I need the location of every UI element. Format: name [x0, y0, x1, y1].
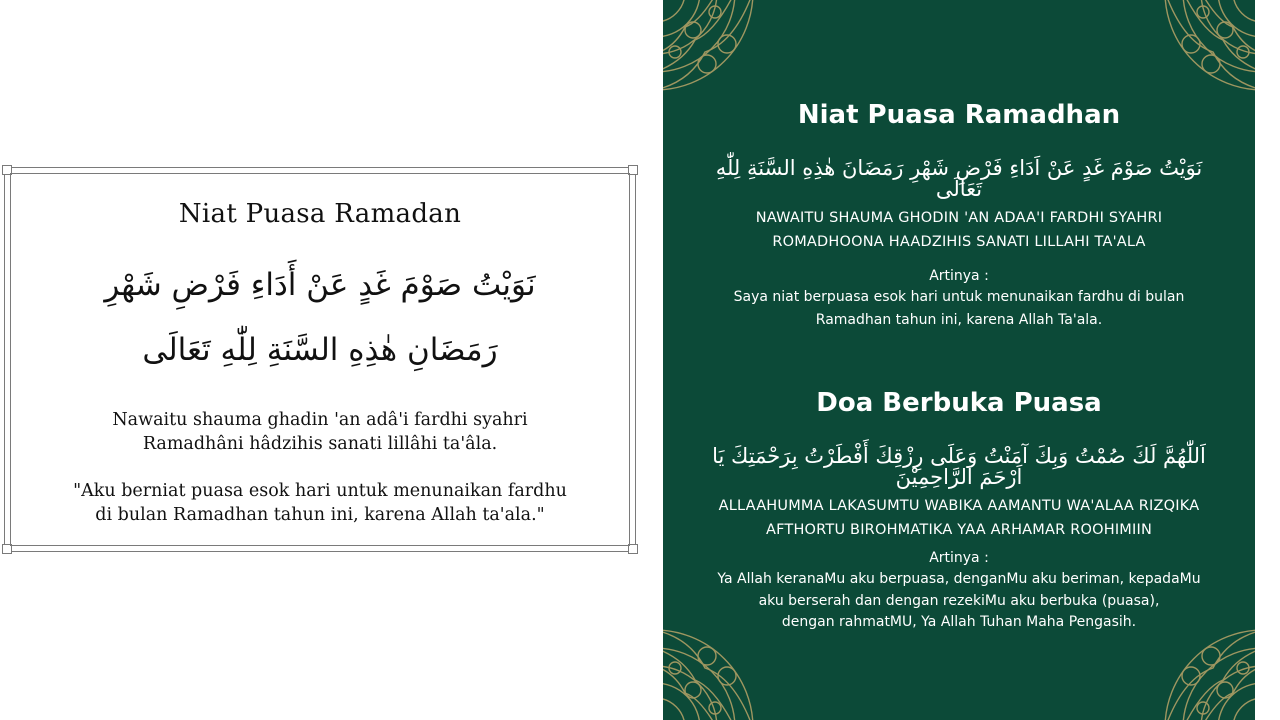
doa-artinya-label: Artinya :	[929, 550, 989, 566]
mandala-ornament-icon	[1153, 0, 1255, 102]
niat-arabic-text: نَوَيْتُ صَوْمَ غَدٍ عَنْ اَدَاءِ فَرْضِ شَهْرِ رَمَضَانَ هٰذِهِ السَّنَةِ لِلّٰهِ تَعَالَى	[715, 156, 1203, 201]
transliteration-line-2: Ramadhâni hâdzihis sanati lillâhi ta'âla.	[142, 434, 498, 454]
doa-meaning-line-3: dengan rahmatMU, Ya Allah Tuhan Maha Pengasih.	[781, 614, 1137, 630]
niat-heading: Niat Puasa Ramadhan	[797, 100, 1121, 130]
niat-artinya-label: Artinya :	[929, 268, 989, 284]
mandala-ornament-icon	[663, 618, 765, 720]
ramadhan-poster	[663, 0, 1255, 720]
mandala-ornament-icon	[1153, 618, 1255, 720]
doa-latin-line-2: AFTHORTU BIROHMATIKA YAA ARHAMAR ROOHIMIIN	[765, 522, 1153, 538]
doa-heading: Doa Berbuka Puasa	[816, 388, 1102, 418]
arabic-text-line-2: رَمَضَانِ هٰذِهِ السَّنَةِ لِلّٰهِ تَعَالَى	[142, 332, 498, 368]
arabic-text-line-1: نَوَيْتُ صَوْمَ غَدٍ عَنْ أَدَاءِ فَرْضِ شَهْرِ	[104, 267, 536, 303]
niat-latin-line-1: NAWAITU SHAUMA GHODIN 'AN ADAA'I FARDHI SYAHRI	[755, 210, 1163, 226]
niat-meaning-line-2: Ramadhan tahun ini, karena Allah Ta'ala.	[815, 312, 1103, 328]
niat-puasa-card	[4, 167, 636, 552]
doa-arabic-text: اَللّٰهُمَّ لَكَ صُمْتُ وَبِكَ آمَنْتُ وَعَلَى رِزْقِكَ أَفْطَرْتُ بِرَحْمَتِكَ يَا اَرْحَمَ الرَّاحِمِيْنَ	[712, 444, 1206, 489]
doa-meaning-line-2: aku berserah dan dengan rezekiMu aku berbuka (puasa),	[758, 593, 1160, 609]
niat-latin-line-2: ROMADHOONA HAADZIHIS SANATI LILLAHI TA'ALA	[772, 234, 1146, 250]
card-title: Niat Puasa Ramadan	[178, 199, 462, 229]
meaning-line-2: di bulan Ramadhan tahun ini, karena Allah ta'ala."	[95, 505, 545, 525]
transliteration-line-1: Nawaitu shauma ghadin 'an adâ'i fardhi syahri	[112, 410, 528, 430]
doa-latin-line-1: ALLAAHUMMA LAKASUMTU WABIKA AAMANTU WA'ALAA RIZQIKA	[718, 498, 1200, 514]
mandala-ornament-icon	[663, 0, 765, 102]
meaning-line-1: "Aku berniat puasa esok hari untuk menunaikan fardhu	[73, 481, 567, 501]
doa-meaning-line-1: Ya Allah keranaMu aku berpuasa, denganMu aku beriman, kepadaMu	[717, 571, 1201, 587]
niat-meaning-line-1: Saya niat berpuasa esok hari untuk menunaikan fardhu di bulan	[733, 289, 1185, 305]
